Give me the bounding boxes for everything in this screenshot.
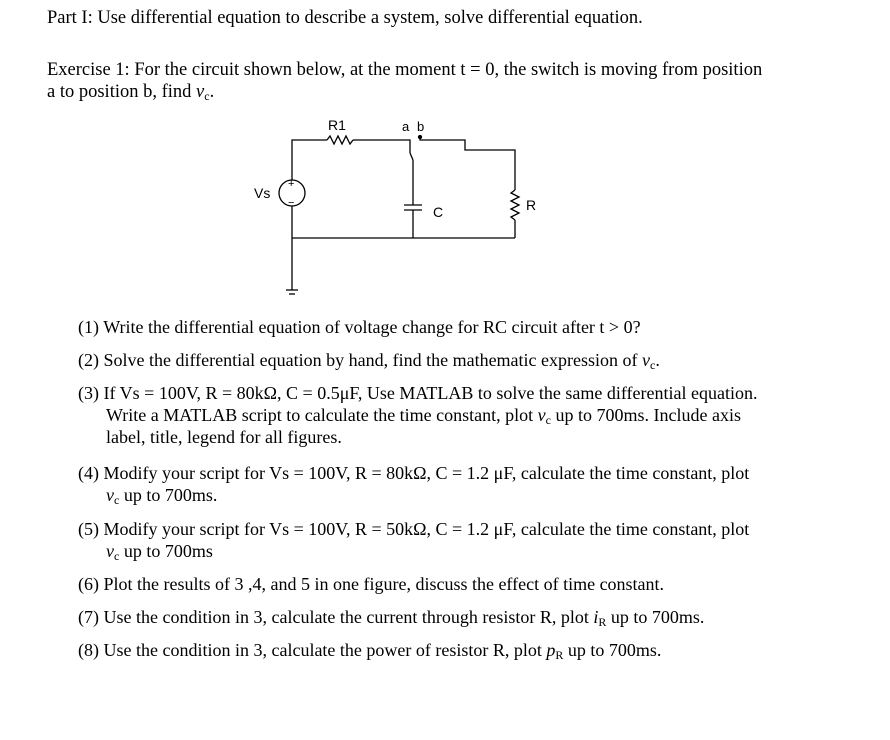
plus-sign: + xyxy=(288,178,295,190)
wire-b-to-r xyxy=(420,137,515,190)
exercise-line-1: Exercise 1: For the circuit shown below, at the moment t = 0, the switch is moving from position xyxy=(47,60,763,80)
q4-sub: c xyxy=(114,493,120,507)
q2-text: Solve the differential equation by hand, find the mathematic expression of xyxy=(103,350,643,370)
q3-line2: Write a MATLAB script to calculate the time constant, plot xyxy=(106,405,538,425)
q7-var: i xyxy=(593,607,599,627)
vc-subscript: c xyxy=(204,89,210,103)
question-2 xyxy=(78,349,660,376)
exercise-line-2-text: a to position b, find xyxy=(47,82,197,102)
wire-to-switch xyxy=(353,140,410,153)
question-4-line2 xyxy=(106,484,217,511)
q2-var: v xyxy=(642,350,651,370)
resistor-r1 xyxy=(327,136,353,144)
q3-num: (3) xyxy=(78,383,99,403)
q8-text: Use the condition in 3, calculate the power of resistor R, plot xyxy=(103,640,547,660)
q1-text: Write the differential equation of voltage change for RC circuit after t > 0? xyxy=(103,317,641,337)
q7-num: (7) xyxy=(78,607,99,627)
q6-num: (6) xyxy=(78,574,99,594)
q3-line1: If Vs = 100V, R = 80kΩ, C = 0.5μF, Use MATLAB to solve the same differential equation. xyxy=(103,383,758,403)
q8-num: (8) xyxy=(78,640,99,660)
q5-line1: Modify your script for Vs = 100V, R = 50kΩ, C = 1.2 μF, calculate the time constant, plot xyxy=(103,519,750,539)
switch-a-label: a xyxy=(402,119,410,134)
q3-sub: c xyxy=(545,413,551,427)
r1-label: R1 xyxy=(328,117,346,133)
q5-line2: up to 700ms xyxy=(119,541,213,561)
q2-end: . xyxy=(655,350,660,370)
q8-var: p xyxy=(546,640,556,660)
q3-var: v xyxy=(537,405,546,425)
resistor-r xyxy=(511,190,519,220)
question-3 xyxy=(78,382,758,404)
q7-text: Use the condition in 3, calculate the current through resistor R, plot xyxy=(103,607,594,627)
q1-num: (1) xyxy=(78,317,99,337)
question-1 xyxy=(78,316,641,338)
question-7 xyxy=(78,606,704,633)
question-4 xyxy=(78,462,749,484)
part-title: Part I: Use differential equation to describe a system, solve differential equation. xyxy=(47,8,643,28)
q3-line3: label, title, legend for all figures. xyxy=(106,427,342,447)
q4-var: v xyxy=(106,485,114,505)
wire-top-left xyxy=(292,140,327,180)
q6-text: Plot the results of 3 ,4, and 5 in one figure, discuss the effect of time constant. xyxy=(103,574,665,594)
q7-sub: R xyxy=(598,615,607,629)
q4-num: (4) xyxy=(78,463,99,483)
vc-variable: v xyxy=(196,82,205,102)
question-6 xyxy=(78,573,664,595)
exercise-line-2-end: . xyxy=(209,82,215,102)
q5-var: v xyxy=(106,541,114,561)
q4-line2: up to 700ms. xyxy=(119,485,218,505)
cap-label: C xyxy=(433,204,444,220)
r-label: R xyxy=(526,197,537,213)
switch-b-label: b xyxy=(417,119,425,134)
question-5 xyxy=(78,518,749,540)
q8-sub: R xyxy=(555,648,564,662)
q2-num: (2) xyxy=(78,350,99,370)
q5-num: (5) xyxy=(78,519,99,539)
q2-sub: c xyxy=(650,358,656,372)
question-5-line2 xyxy=(106,540,213,567)
q8-end: up to 700ms. xyxy=(563,640,662,660)
q4-line1: Modify your script for Vs = 100V, R = 80kΩ, C = 1.2 μF, calculate the time constant, plot xyxy=(103,463,750,483)
switch-blade xyxy=(410,153,413,160)
minus-sign: − xyxy=(288,197,295,209)
question-8 xyxy=(78,639,661,666)
q5-sub: c xyxy=(114,549,120,563)
q7-end: up to 700ms. xyxy=(606,607,705,627)
question-3-line3 xyxy=(106,426,342,448)
q3-line2-end: up to 700ms. Include axis xyxy=(551,405,741,425)
source-label: Vs xyxy=(254,185,271,201)
